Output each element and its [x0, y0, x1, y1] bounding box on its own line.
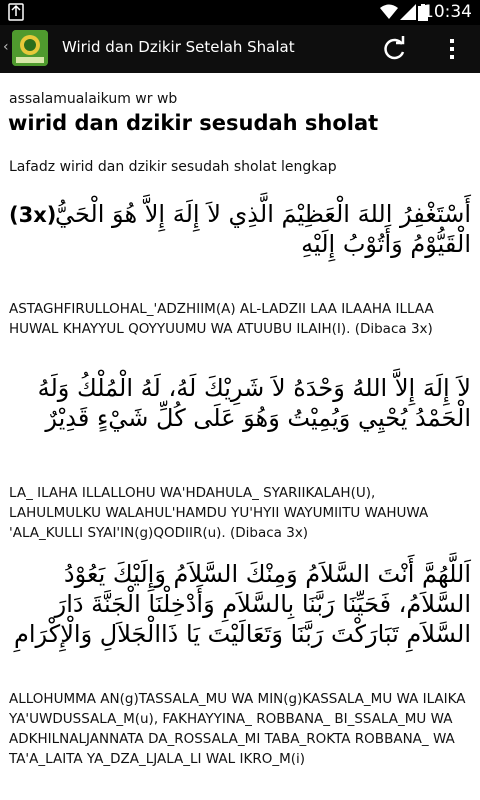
- arabic-text-3: اَللَّهُمَّ أَنْتَ السَّلاَمُ وَمِنْكَ السَّلاَمُ وَإِلَيْكَ يَعُوْدُ السَّلاَمُ، فَحَيِّنَا رَبَّنَا بِالسَّلاَمِ وَأَدْخِلْنَا الْجَنَّةَ دَارَ السَّلاَمِ تَبَارَكْتَ رَبَّنَا وَتَعَالَيْتَ يَا ذَاالْجَلاَلِ وَالْإِكْرَامِ: [14, 560, 471, 648]
- arabic-text-2: لاَ إِلَهَ إِلاَّ اللهُ وَحْدَهُ لاَ شَرِيْكَ لَهُ، لَهُ الْمُلْكُ وَلَهُ الْحَمْدُ يُحْيِي وَيُمِيْتُ وَهُوَ عَلَى كُلِّ شَيْءٍ قَدِيْرٌ: [37, 374, 471, 432]
- status-bar: [0, 0, 480, 25]
- notification-icon: [8, 3, 24, 21]
- app-logo-graphic: [12, 30, 48, 66]
- intro-text: Lafadz wirid dan dzikir sesudah sholat lengkap: [9, 159, 337, 175]
- up-icon[interactable]: ‹: [3, 39, 9, 55]
- signal-icon: [400, 4, 416, 20]
- article-heading: wirid dan dzikir sesudah sholat: [8, 111, 379, 135]
- latin-text-3: ALLOHUMMA AN(g)TASSALA_MU WA MIN(g)KASSALA_MU WA ILAIKA YA'UWDUSSALA_M(u), FAKHAYYINA_ ROBBANA_ BI_SSALA_MU WA ADKHILNALJANNATA DA_ROSSALA_MI TABA_ROKTA ROBBANA_ WA TA'A_LAITA YA_DZA_LJALA_LI WAL IKRO_M(i): [9, 691, 466, 767]
- latin-text-1: ASTAGHFIRULLOHAL_'ADZHIIM(A) AL-LADZII LAA ILAAHA ILLAA HUWAL KHAYYUL QOYYUUMU WA ATUUBU ILAIH(I). (Dibaca 3x): [9, 301, 434, 337]
- latin-text-2: LA_ ILAHA ILLALLOHU WA'HDAHULA_ SYARIIKALAH(U), LAHULMULKU WALAHUL'HAMDU YU'HYII WAYUMIITU WAHUWA 'ALA_KULLI SYAI'IN(g)QODIIR(u). (Dibaca 3x): [9, 485, 429, 541]
- refresh-icon[interactable]: [382, 36, 408, 62]
- greeting-text: assalamualaikum wr wb: [9, 91, 178, 107]
- overflow-menu-icon[interactable]: [446, 36, 458, 62]
- status-time: 10:34: [423, 2, 472, 22]
- repeat-count: (3x): [9, 203, 57, 227]
- arabic-text-1: أَسْتَغْفِرُ اللهَ الْعَظِيْمَ الَّذِي لاَ إِلَهَ إِلاَّ هُوَ الْحَيُّ الْقَيُّوْمُ وَأَتُوْبُ إِلَيْهِ: [54, 200, 471, 258]
- app-logo-icon[interactable]: [12, 30, 48, 66]
- action-bar: [0, 25, 480, 73]
- app-title: Wirid dan Dzikir Setelah Shalat: [62, 38, 295, 56]
- wifi-icon: [380, 4, 398, 20]
- article-content[interactable]: [0, 73, 480, 800]
